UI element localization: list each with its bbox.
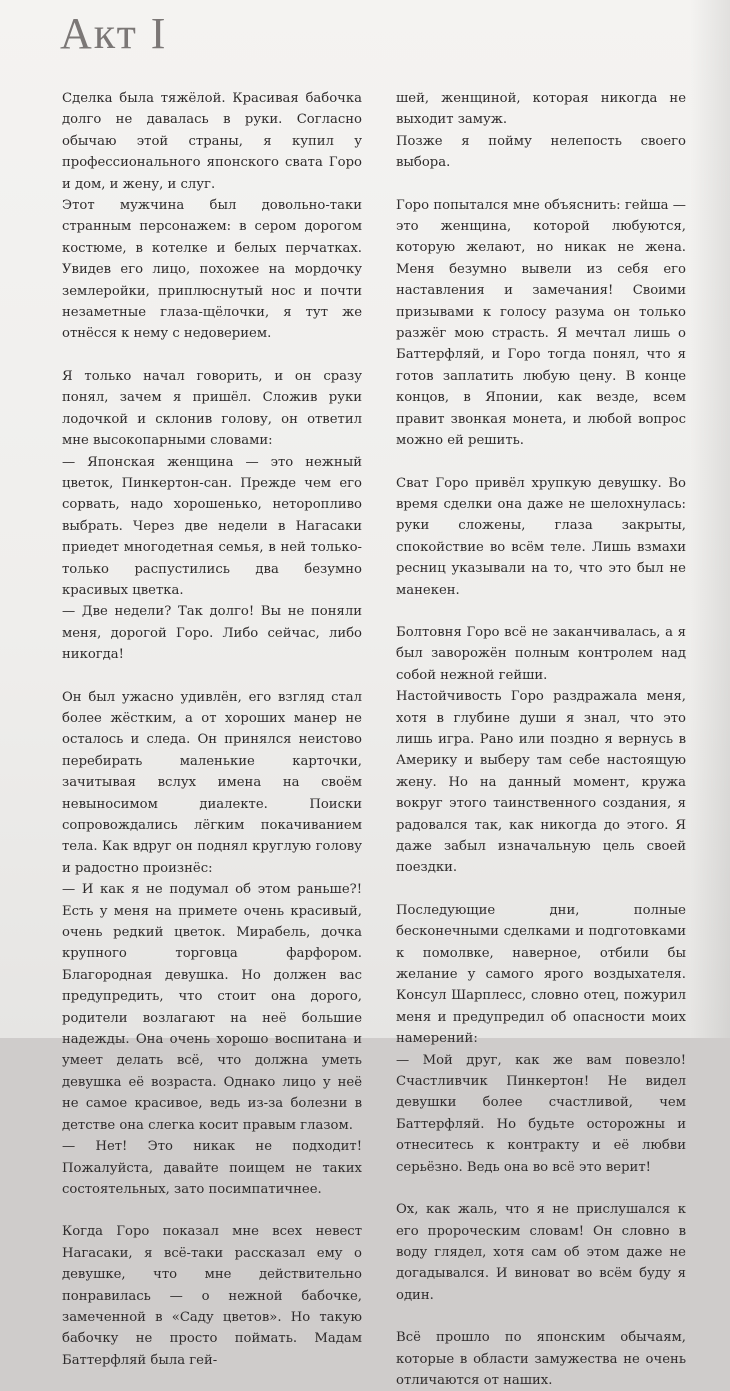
paragraph: — Две недели? Так долго! Вы не поняли меня, дорогой Горо. Либо сейчас, либо никогда!	[62, 604, 362, 663]
paragraph: Ох, как жаль, что я не прислушался к его пророческим словам! Он словно в воду глядел, хотя сам об этом даже не догадывался. И виноват во всём буду я один.	[396, 1202, 686, 1303]
page-edge-shadow	[690, 0, 730, 1038]
paragraph: Позже я пойму нелепость своего выбора.	[396, 133, 686, 171]
paragraph: Этот мужчина был довольно-таки странным персонажем: в сером дорогом костюме, в котелке и белых перчатках. Увидев его лицо, похожее на мордочку землеройки, приплюснутый нос и почти незаметные глаза-щёлочки, я тут же отнёсся к нему с недоверием.	[62, 198, 362, 342]
paragraph: Последующие дни, полные бесконечными сделками и подготовками к помолвке, наверное, отбили бы желание у самого ярого воздыхателя. Консул Шарплесс, словно отец, пожурил меня и предупредил об опасности моих намерений:	[396, 902, 686, 1047]
paragraph: Всё прошло по японским обычаям, которые в области замужества не очень отличаются от наших.	[396, 1330, 686, 1388]
paragraph: Я только начал говорить, и он сразу понял, зачем я пришёл. Сложив руки лодочкой и склонив голову, он ответил мне высокопарными словами:	[62, 368, 362, 449]
paragraph: — И как я не подумал об этом раньше?! Есть у меня на примете очень красивый, очень редкий цветок. Мирабель, дочка крупного торговца фарфором. Благородная девушка. Но должен вас предупредить, что стоит она дорого, родители возлагают на неё большие надежды. Она очень хорошо воспитана и умеет делать всё, что должна уметь девушка её возраста. Однако лицо у неё не самое красивое, ведь из-за болезни в детстве она слегка косит правым глазом.	[62, 882, 362, 1133]
paragraph: Когда Горо показал мне всех невест Нагасаки, я всё-таки рассказал ему о девушке, что мне действительно понравилась — о нежной бабочке, замеченной в «Саду цветов». Но такую бабочку не просто поймать. Мадам Баттерфляй была гей-	[62, 1224, 362, 1368]
paragraph: шей, женщиной, которая никогда не выходит замуж.	[396, 91, 686, 128]
right-text-column	[396, 88, 686, 1391]
paragraph: Сделка была тяжёлой. Красивая бабочка долго не давалась в руки. Согласно обычаю этой страны, я купил у профессионального японского свата Горо и дом, и жену, и слуг.	[62, 91, 362, 192]
paragraph: Настойчивость Горо раздражала меня, хотя в глубине души я знал, что это лишь игра. Рано или поздно я вернусь в Америку и выберу там себе настоящую жену. Но на данный момент, кружа вокруг этого таинственного создания, я радовался так, как никогда до этого. Я даже забыл изначальную цель своей поездки.	[396, 689, 686, 876]
left-text-column	[62, 88, 362, 1371]
paragraph: — Мой друг, как же вам повезло! Счастливчик Пинкертон! Не видел девушки более счастливой, чем Баттерфляй. Но будьте осторожны и отнеситесь к контракту и её любви серьёзно. Ведь она во всё это верит!	[396, 1052, 686, 1175]
paragraph: — Нет! Это никак не подходит! Пожалуйста, давайте поищем не таких состоятельных, зато посимпатичнее.	[62, 1139, 362, 1197]
paragraph: Болтовня Горо всё не заканчивалась, а я был заворожён полным контролем над собой нежной гейши.	[396, 624, 686, 683]
paragraph: Сват Горо привёл хрупкую девушку. Во время сделки она даже не шелохнулась: руки сложены, глаза закрыты, спокойствие во всём теле. Лишь взмахи ресниц указывали на то, что это был не манекен.	[396, 475, 686, 598]
paragraph: Он был ужасно удивлён, его взгляд стал более жёстким, а от хороших манер не осталось и следа. Он принялся неистово перебирать маленькие карточки, зачитывая вслух имена на своём невыносимом диалекте. Поиски сопровождались лёгким покачиванием тела. Как вдруг он поднял круглую голову и радостно произнёс:	[62, 689, 362, 876]
paragraph: — Японская женщина — это нежный цветок, Пинкертон-сан. Прежде чем его сорвать, надо хорошенько, неторопливо выбрать. Через две недели в Нагасаки приедет многодетная семья, в ней только-только распустились два безумно красивых цветка.	[62, 454, 362, 598]
chapter-title: Акт I	[60, 9, 168, 58]
paragraph: Горо попытался мне объяснить: гейша — это женщина, которой любуются, которую желают, но никак не жена. Меня безумно вывели из себя его наставления и замечания! Своими призывами к голосу разума он только разжёг мою страсть. Я мечтал лишь о Баттерфляй, и Горо тогда понял, что я готов заплатить любую цену. В конце концов, в Японии, как везде, всем правит звонкая монета, и любой вопрос можно ей решить.	[396, 197, 686, 449]
